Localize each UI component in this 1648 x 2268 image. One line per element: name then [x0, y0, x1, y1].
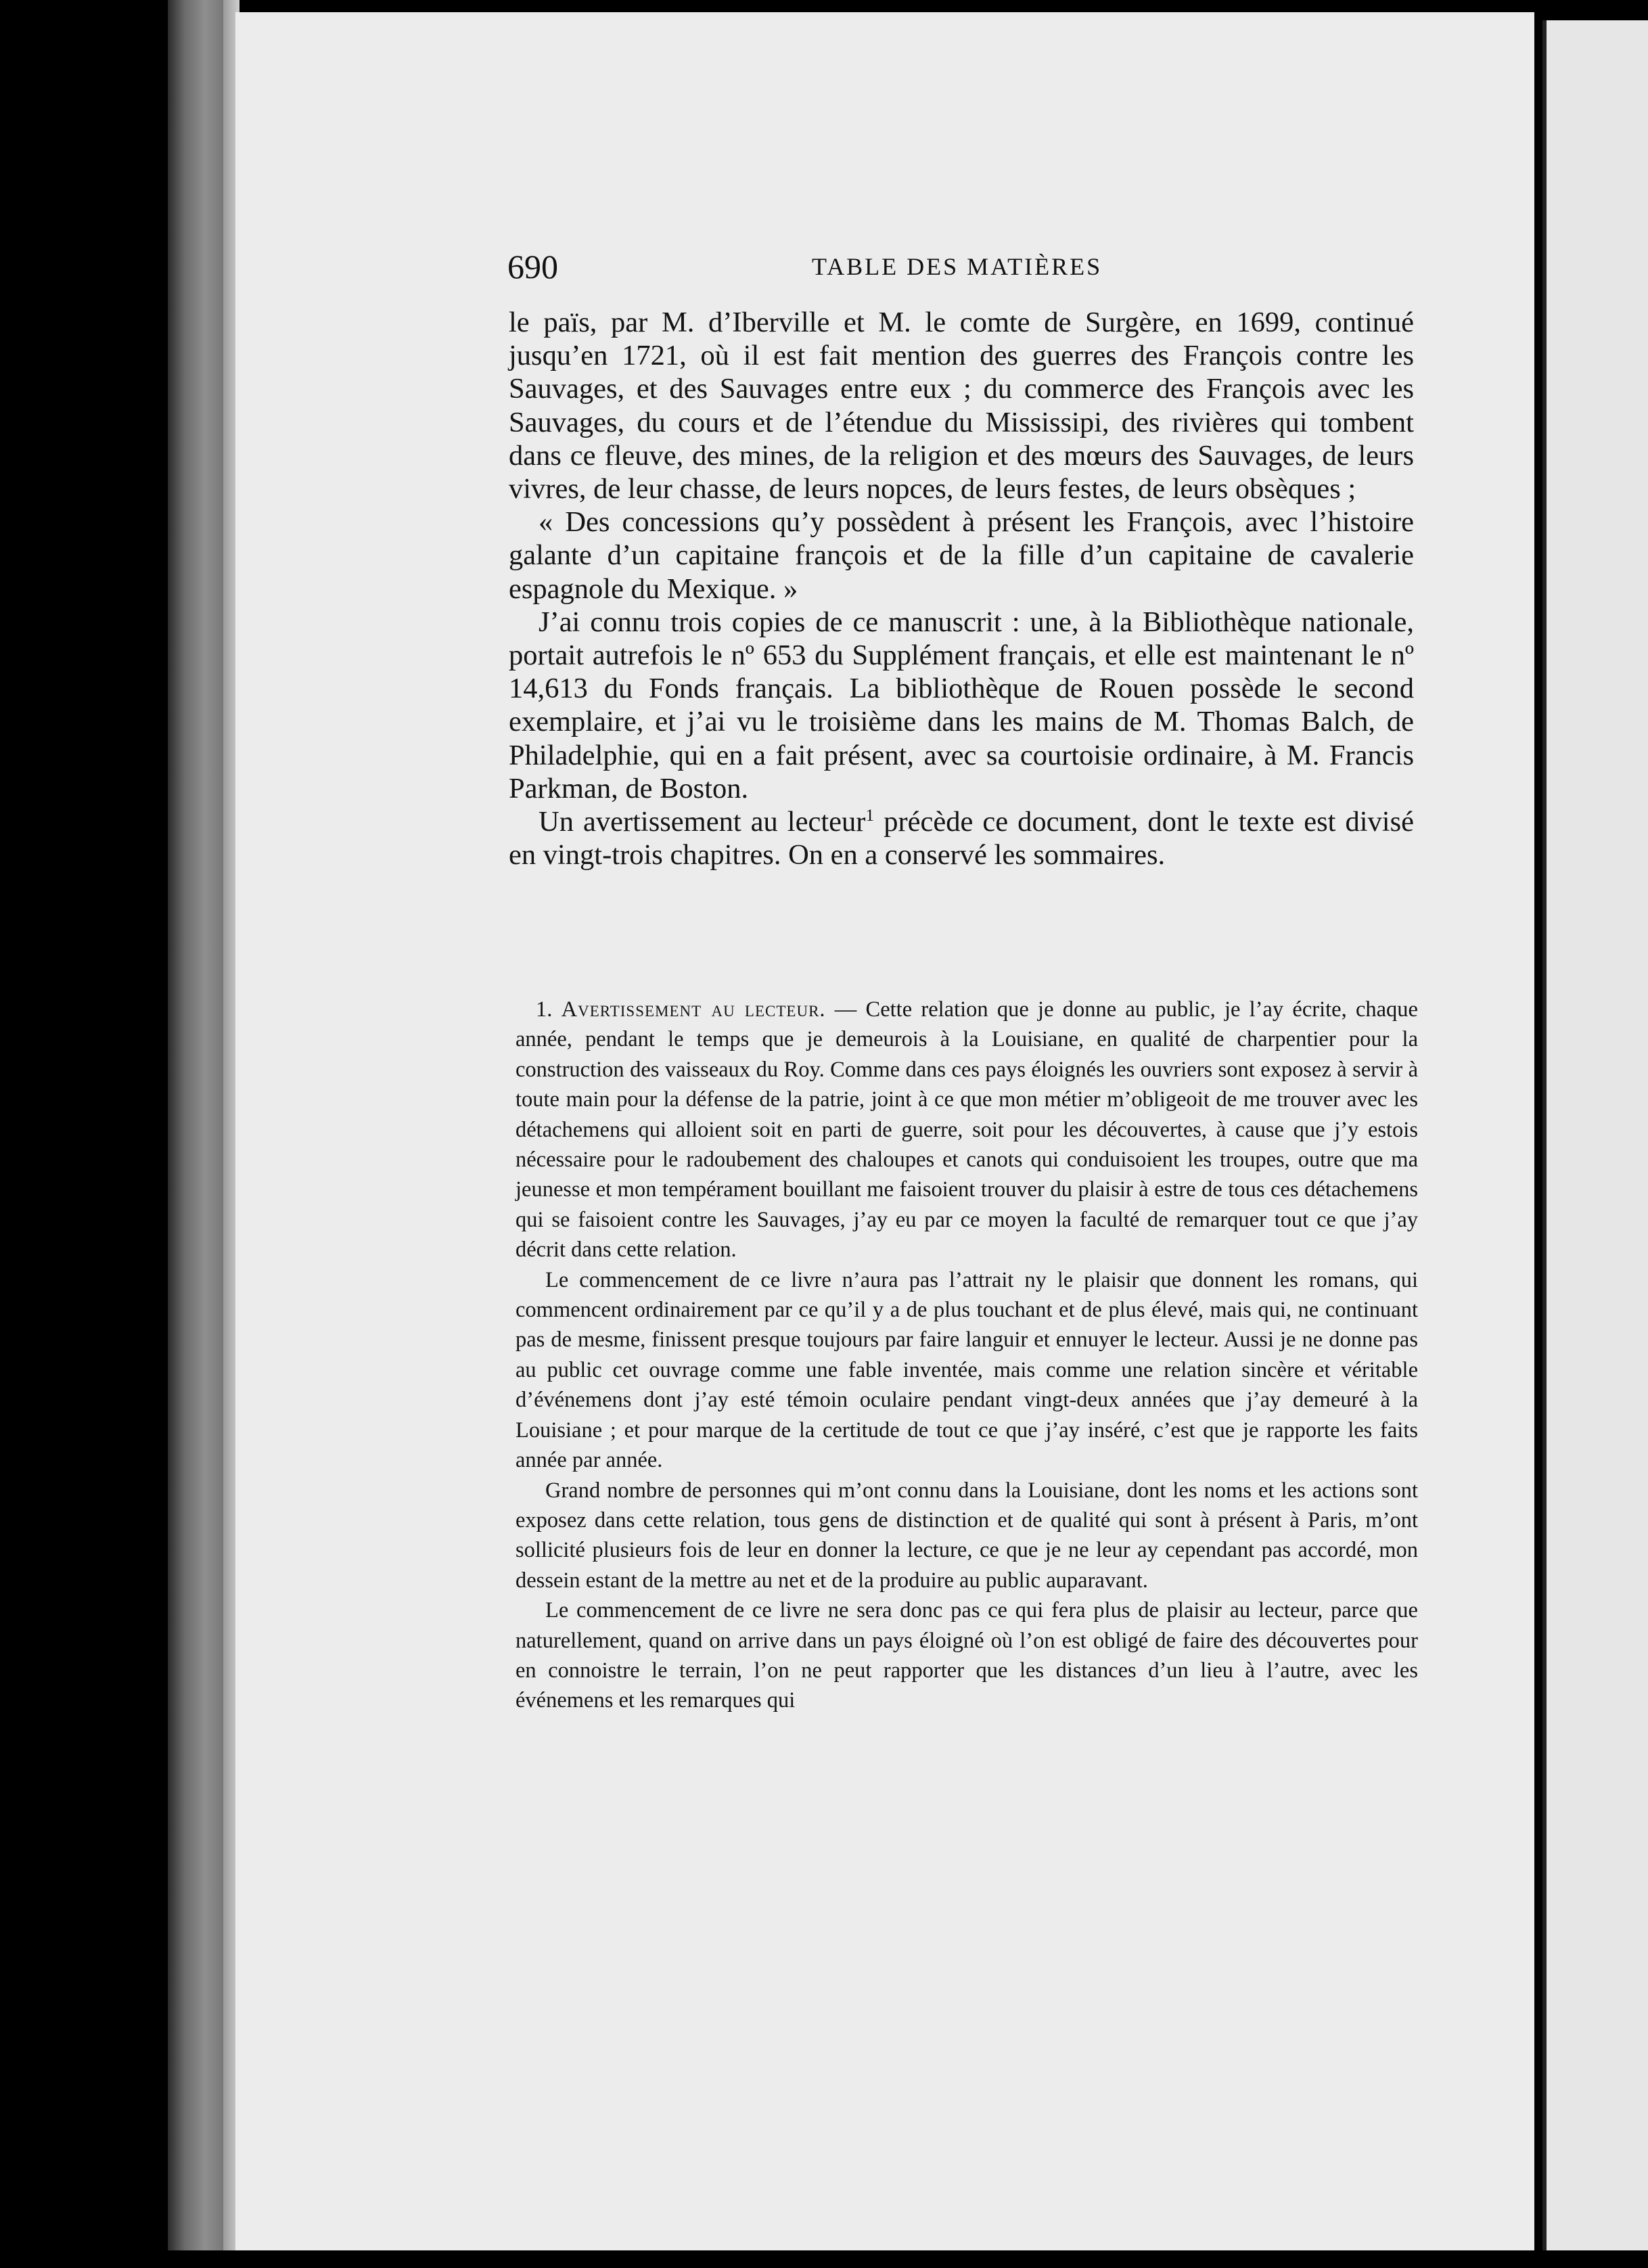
page-number: 690 — [507, 248, 558, 286]
page-title: TABLE DES MATIÈRES — [812, 253, 1103, 280]
paragraph: « Des concessions qu’y possèdent à présent les François, avec l’histoire galante d’un capitaine françois et de la fille d’un capitaine de cavalerie espagnole du Mexique. » — [509, 506, 1414, 605]
facing-page-edge — [1542, 20, 1648, 2253]
scan-border — [0, 2250, 1648, 2268]
footnote — [516, 995, 1418, 1716]
footnote-heading: Avertissement au lecteur. — [561, 997, 826, 1022]
paragraph: le païs, par M. d’Iberville et M. le comte de Surgère, en 1699, continué jusqu’en 1721, où il est fait mention des guerres des François contre les Sauvages, et des Sauvages entre eux ; du commerce des François avec les Sauvages, du cours et de l’étendue du Mississipi, des rivières qui tombent dans ce fleuve, des mines, de la religion et des mœurs des Sauvages, de leurs vivres, de leur chasse, de leurs nopces, de leurs festes, de leurs obsèques ; — [509, 307, 1414, 505]
paragraph-text: Un avertissement au lecteur — [539, 806, 866, 838]
main-text — [509, 306, 1414, 871]
footnote-paragraph: Le commencement de ce livre ne sera donc pas ce qui fera plus de plaisir au lecteur, parce que naturellement, quand on arrive dans un pays éloigné où l’on est obligé de faire des découvertes pour en connoistre le terrain, l’on ne peut rapporter que les distances d’un lieu à l’autre, avec les événemens et les remarques qui — [516, 1598, 1418, 1713]
footnote-paragraph: Grand nombre de personnes qui m’ont connu dans la Louisiane, dont les noms et les actions sont exposez dans cette relation, tous gens de distinction et de qualité qui sont à présent à Paris, m’ont sollicité plusieurs fois de leur en donner la lecture, ce que je ne leur ay cependant pas accordé, mon dessein estant de la mettre au net et de la produire au public auparavant. — [516, 1478, 1418, 1593]
running-head — [507, 247, 1407, 288]
paragraph — [509, 805, 1414, 871]
paragraph: J’ai connu trois copies de ce manuscrit : une, à la Bibliothèque nationale, portait autrefois le nº 653 du Supplément français, et elle est maintenant le nº 14,613 du Fonds français. La bibliothèque de Rouen possède le second exemplaire, et j’ai vu le troisième dans les mains de M. Thomas Balch, de Philadelphie, qui en a fait présent, avec sa courtoisie ordinaire, à M. Francis Parkman, de Boston. — [509, 606, 1414, 804]
footnote-number: 1. — [536, 997, 553, 1022]
footnote-text: — Cette relation que je donne au public, je l’ay écrite, chaque année, pendant le temps que je demeurois à la Louisiane, en qualité de charpentier pour la construction des vaisseaux du Roy. Comme dans ces pays éloignés les ouvriers sont exposez à servir à toute main pour la défense de la patrie, joint à ce que mon métier m’obligeoit de me trouver avec les détachemens qui alloient soit en parti de guerre, soit pour les découvertes, à cause que j’y estois nécessaire pour le radoubement des chaloupes et canots qui conduisoient les troupes, outre que ma jeunesse et mon tempérament bouillant me faisoient trouver du plaisir à estre de tous ces détachemens qui se faisoient contre les Sauvages, j’ay eu par ce moyen la faculté de remarquer tout ce que j’ay décrit dans cette relation. — [516, 997, 1418, 1263]
paragraph-text: précède ce document, dont le texte est divisé en vingt-trois chapitres. On en a conservé les sommaires. — [509, 806, 1414, 871]
footnote-marker: 1 — [865, 804, 875, 825]
footnote-paragraph — [516, 995, 1418, 1265]
footnote-paragraph: Le commencement de ce livre n’aura pas l’attrait ny le plaisir que donnent les romans, qui commencent ordinairement par ce qu’il y a de plus touchant et de plus élevé, mais qui, ne continuant pas de mesme, finissent presque toujours par faire languir et ennuyer le lecteur. Aussi je ne donne pas au public cet ouvrage comme une fable inventée, mais comme une relation sincère et véritable d’événemens dont j’ay esté témoin oculaire pendant vingt-deux années que j’ay demeuré à la Louisiane ; et pour marque de la certitude de tout ce que j’ay inséré, c’est que je rapporte les faits année par année. — [516, 1267, 1418, 1473]
